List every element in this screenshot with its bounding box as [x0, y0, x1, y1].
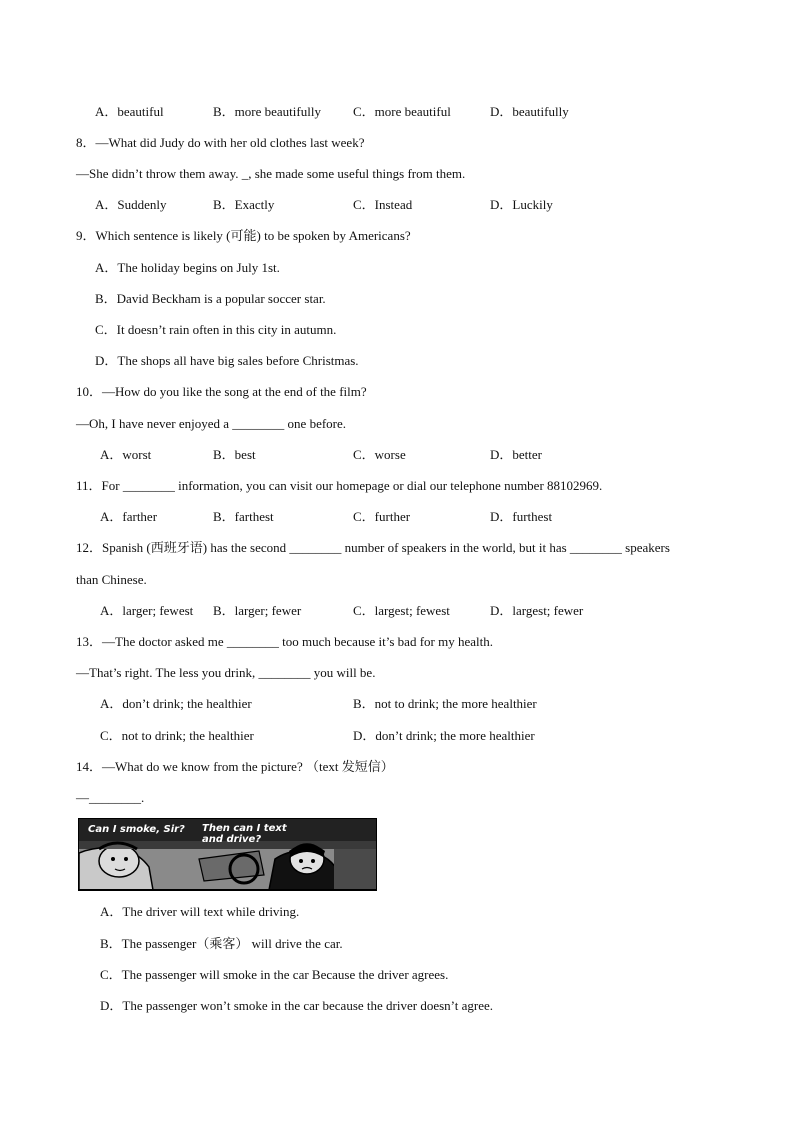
q7-option-a: A．beautiful — [95, 104, 164, 119]
q11-option-a: A．farther — [100, 509, 158, 524]
q9-option-b: B．David Beckham is a popular soccer star. — [95, 291, 326, 306]
q7-option-d: D．beautifully — [490, 104, 569, 119]
q11-option-d: D．furthest — [490, 509, 553, 524]
q9-option-a: A．The holiday begins on July 1st. — [95, 260, 280, 275]
q10-stem-reply: —Oh, I have never enjoyed a ________ one before. — [76, 416, 347, 431]
speech-bubble-right-line1: Then can I text — [202, 823, 287, 834]
q11-stem: 11．For ________ information, you can visit our homepage or dial our telephone number 88102969. — [76, 478, 603, 493]
q12-stem-continued: than Chinese. — [76, 572, 147, 587]
q9-option-c: C．It doesn’t rain often in this city in autumn. — [95, 322, 337, 337]
q13-stem-reply: —That’s right. The less you drink, ________ you will be. — [76, 665, 376, 680]
q14-option-d: D．The passenger won’t smoke in the car because the driver doesn’t agree. — [100, 998, 493, 1013]
q12-option-a: A．larger; fewest — [100, 603, 194, 618]
q10-option-a: A．worst — [100, 447, 152, 462]
q13-option-a: A．don’t drink; the healthier — [100, 696, 252, 711]
q11-option-c: C．further — [353, 509, 411, 524]
q13-option-d: D．don’t drink; the more healthier — [353, 728, 535, 743]
q12-stem: 12．Spanish (西班牙语) has the second ________ number of speakers in the world, but it has ________ speakers — [76, 540, 670, 555]
q11-option-b: B．farthest — [213, 509, 274, 524]
q8-option-a: A．Suddenly — [95, 197, 167, 212]
q14-comic-picture — [78, 818, 377, 891]
q9-stem: 9．Which sentence is likely (可能) to be spoken by Americans? — [76, 228, 411, 243]
q12-option-c: C．largest; fewest — [353, 603, 450, 618]
q13-option-c: C．not to drink; the healthier — [100, 728, 254, 743]
q7-option-c: C．more beautiful — [353, 104, 451, 119]
q7-option-b: B．more beautifully — [213, 104, 321, 119]
q8-stem-reply: —She didn’t throw them away. _, she made some useful things from them. — [76, 166, 466, 181]
q10-option-c: C．worse — [353, 447, 406, 462]
q14-option-c: C．The passenger will smoke in the car Because the driver agrees. — [100, 967, 449, 982]
speech-bubble-right-line2: and drive? — [202, 834, 262, 845]
q8-stem: 8．—What did Judy do with her old clothes last week? — [76, 135, 365, 150]
q10-option-b: B．best — [213, 447, 256, 462]
q14-option-b: B．The passenger（乘客） will drive the car. — [100, 936, 343, 951]
q8-option-c: C．Instead — [353, 197, 413, 212]
q12-option-d: D．largest; fewer — [490, 603, 584, 618]
q14-option-a: A．The driver will text while driving. — [100, 904, 300, 919]
q10-option-d: D．better — [490, 447, 542, 462]
q8-option-d: D．Luckily — [490, 197, 553, 212]
speech-bubble-left: Can I smoke, Sir? — [88, 824, 185, 835]
q13-option-b: B．not to drink; the more healthier — [353, 696, 537, 711]
q10-stem: 10．—How do you like the song at the end of the film? — [76, 384, 367, 399]
q9-option-d: D．The shops all have big sales before Christmas. — [95, 353, 359, 368]
q14-stem: 14．—What do we know from the picture? （text 发短信） — [76, 759, 394, 774]
q12-option-b: B．larger; fewer — [213, 603, 302, 618]
q8-option-b: B．Exactly — [213, 197, 275, 212]
q13-stem: 13．—The doctor asked me ________ too much because it’s bad for my health. — [76, 634, 493, 649]
q14-stem-reply: —________. — [76, 790, 145, 805]
